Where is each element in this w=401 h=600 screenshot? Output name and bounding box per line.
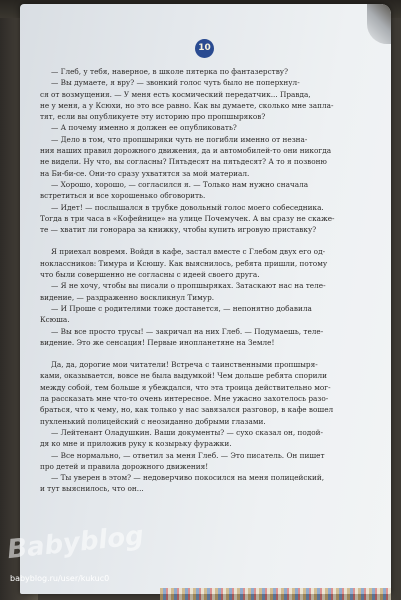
paragraph: — Идет! — послышался в трубке довольный голос моего собеседника. [51, 202, 324, 212]
paragraph: на Би-би-се. Они-то сразу ухватятся за мой материал. [40, 168, 250, 178]
paragraph: — Я не хочу, чтобы вы писали о пропшыряках. Затаскают нас на теле- [51, 281, 326, 291]
paragraph: про детей и правила дорожного движения! [40, 461, 209, 471]
paragraph: — Все нормально, — ответил за меня Глеб. — Это писатель. Он пишет [51, 450, 325, 460]
paragraph: — Ты уверен в этом? — недоверчиво покосился на меня полицейский, [51, 473, 325, 483]
paragraph: ла рассказать мне что-то очень интересное. Мне ужасно захотелось разо- [40, 394, 329, 404]
paragraph: дя ко мне и приложив руку к козырьку фуражки. [40, 439, 232, 449]
paragraph: — И Проше с родителями тоже достанется, — непонятно добавила [51, 303, 312, 313]
paragraph: ками, оказывается, вовсе не была выдумкой! Чем дольше ребята спорили [40, 371, 328, 381]
paragraph: — А почему именно я должен ее опубликовать? [51, 123, 237, 133]
paragraph: Тогда в три часа в «Кофейнице» на улице Почемучек. А вы сразу не скаже- [40, 213, 335, 223]
paragraph: — Глеб, у тебя, наверное, в школе пятерка по фантазерству? [51, 67, 289, 76]
paragraph: видение, — раздраженно воскликнул Тимур. [40, 292, 215, 302]
paragraph: видение. Это же сенсация! Первые инопланетяне на Земле! [40, 337, 275, 347]
paragraph: — Вы все просто трусы! — закричал на них Глеб. — Подумаешь, теле- [51, 326, 324, 336]
paragraph: браться, что к чему, но, как только у нас завязался разговор, в кафе вошел [40, 405, 334, 415]
paragraph: и тут выяснилось, что он... [40, 484, 144, 494]
paragraph: — Дело в том, что пропшыряки чуть не погибли именно от незна- [51, 134, 308, 144]
paragraph: встретиться и все хорошенько обговорить. [40, 191, 206, 201]
paragraph: тят, если вы опубликуете эту историю про пропшыряков? [40, 112, 266, 122]
paragraph: Да, да, дорогие мои читатели! Встреча с таинственными пропшыря- [51, 360, 318, 370]
source-url: babyblog.ru/user/kukuc0 [10, 574, 110, 583]
watermark-logo: Babyblog [5, 520, 146, 566]
book-edge-strip [160, 588, 391, 600]
paragraph: — Вы думаете, я вру? — звонкий голос чуть было не поперхнул- [51, 78, 300, 88]
paragraph: не видели. Ну что, вы согласны? Пятьдесят на пятьдесят? А то я позвоню [40, 157, 327, 167]
paragraph: ния наших правил дорожного движения, да и автомобилей-то они никогда [40, 146, 332, 156]
paragraph: ноклассников: Тимура и Ксюшу. Как выяснилось, ребята пришли, потому [40, 258, 328, 268]
page-text [40, 66, 370, 495]
paragraph: — Хорошо, хорошо, — согласился я. — Только нам нужно сначала [51, 179, 309, 189]
paragraph: Ксюша. [40, 315, 70, 325]
page-number-badge: 10 [195, 39, 214, 58]
paragraph: что были совершенно не согласны с идеей своего друга. [40, 270, 260, 280]
paragraph: — Лейтенант Оладушкин. Ваши документы? — сухо сказал он, подой- [51, 427, 323, 437]
paragraph: между собой, тем больше я убеждался, что эта троица действительно мог- [40, 382, 331, 392]
paragraph: не у меня, а у Ксюхи, но это все равно. Как вы думаете, сколько мне запла- [40, 100, 334, 110]
paragraph: пухленький полицейский с неозиданно добрыми глазами. [40, 416, 266, 426]
book-page [20, 4, 391, 594]
paragraph: Я приехал вовремя. Войдя в кафе, застал вместе с Глебом двух его од- [51, 247, 326, 257]
page-curl [367, 4, 391, 44]
paragraph: ся от возмущения. — У меня есть космический передатчик... Правда, [40, 89, 311, 99]
paragraph: те — хватит ли гонорара за книжку, чтобы купить игровую приставку? [40, 225, 317, 235]
